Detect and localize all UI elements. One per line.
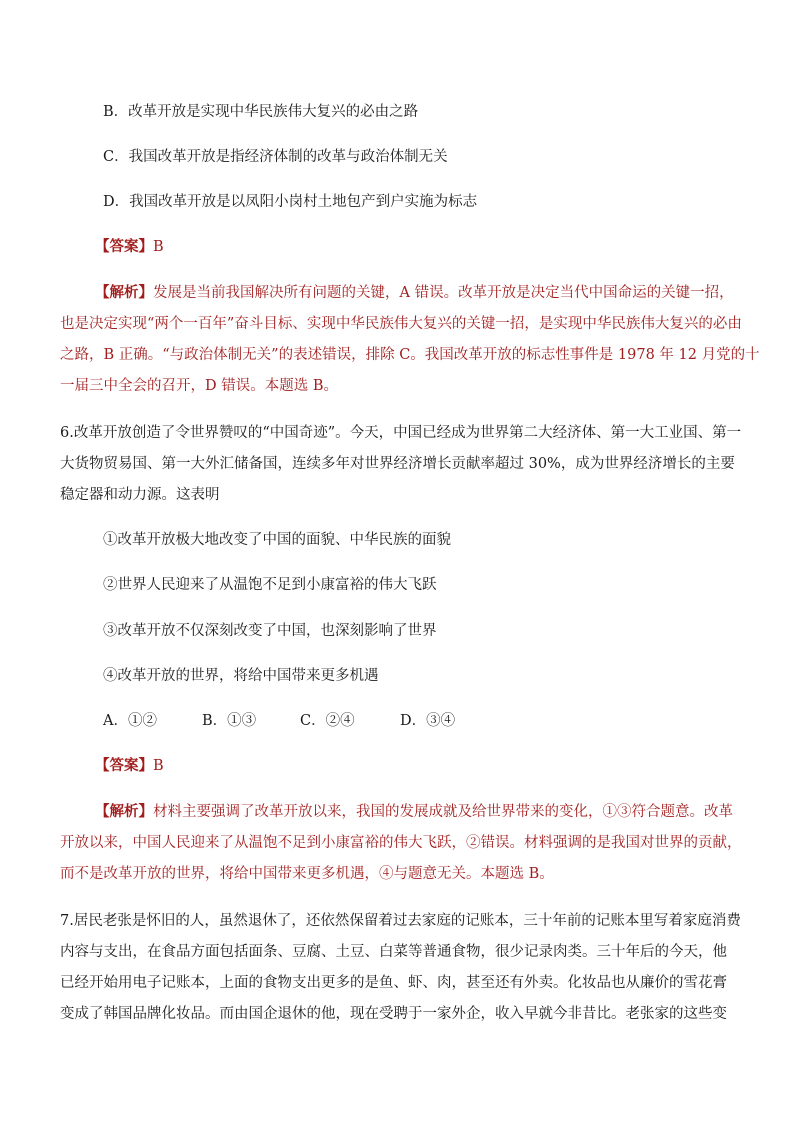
q5-option-c: C．我国改革开放是指经济体制的改革与政治体制无关 (103, 149, 448, 165)
q5-analysis-line-4: 一届三中全会的召开，D 错误。本题选 B。 (60, 378, 338, 394)
q6-choice-a: A．①② (103, 713, 157, 729)
q6-analysis-line-1: 【解析】材料主要强调了改革开放以来，我国的发展成就及给世界带来的变化，①③符合题意。改革 (95, 803, 733, 820)
q6-analysis-line-3: 而不是改革开放的世界，将给中国带来更多机遇，④与题意无关。本题选 B。 (60, 866, 554, 882)
q6-statement-4: ④改革开放的世界，将给中国带来更多机遇 (103, 668, 379, 684)
q6-answer (95, 756, 164, 776)
answer-value: B (153, 239, 164, 255)
q6-statement-3: ③改革开放不仅深刻改变了中国，也深刻影响了世界 (103, 623, 437, 639)
q6-analysis-line-2: 开放以来，中国人民迎来了从温饱不足到小康富裕的伟大飞跃，②错误。材料强调的是我国对世界的贡献， (60, 835, 742, 851)
q6-stem-line-3: 稳定器和动力源。这表明 (60, 487, 220, 503)
q5-analysis-line-3: 之路，B 正确。“与政治体制无关”的表述错误，排除 C。我国改革开放的标志性事件是 1978 年 12 月党的十 (60, 347, 760, 363)
q6-stem-line-1: 6.改革开放创造了令世界赞叹的“中国奇迹”。今天，中国已经成为世界第二大经济体、第一大工业国、第一 (60, 425, 742, 441)
q6-stem-line-2: 大货物贸易国、第一大外汇储备国，连续多年对世界经济增长贡献率超过 30%，成为世界经济增长的主要 (60, 456, 735, 472)
q5-option-d: D．我国改革开放是以凤阳小岗村土地包产到户实施为标志 (103, 194, 478, 210)
q7-stem-line-4: 变成了韩国品牌化妆品。而由国企退休的他，现在受聘于一家外企，收入早就今非昔比。老张家的这些变 (60, 1006, 727, 1022)
q5-option-b: B．改革开放是实现中华民族伟大复兴的必由之路 (103, 104, 419, 120)
analysis-tag: 【解析】 (95, 803, 153, 820)
analysis-tag: 【解析】 (95, 284, 153, 301)
answer-tag: 【答案】 (95, 238, 153, 255)
q6-statement-2: ②世界人民迎来了从温饱不足到小康富裕的伟大飞跃 (103, 577, 437, 593)
q6-choice-d: D．③④ (400, 713, 456, 729)
q6-choice-c: C．②④ (300, 713, 355, 729)
q6-choice-b: B．①③ (202, 713, 257, 729)
q5-analysis-line-1: 【解析】发展是当前我国解决所有问题的关键，A 错误。改革开放是决定当代中国命运的关键一招， (95, 284, 734, 301)
q7-stem-line-3: 已经开始用电子记账本，上面的食物支出更多的是鱼、虾、肉，甚至还有外卖。化妆品也从廉价的雪花膏 (60, 975, 727, 991)
answer-value: B (153, 758, 164, 774)
q6-statement-1: ①改革开放极大地改变了中国的面貌、中华民族的面貌 (103, 532, 451, 548)
q7-stem-line-1: 7.居民老张是怀旧的人，虽然退休了，还依然保留着过去家庭的记账本，三十年前的记账本里写着家庭消费 (60, 913, 741, 929)
answer-tag: 【答案】 (95, 757, 153, 774)
q5-answer (95, 237, 164, 257)
q5-analysis-line-2: 也是决定实现“两个一百年”奋斗目标、实现中华民族伟大复兴的关键一招，是实现中华民族伟大复兴的必由 (60, 316, 742, 332)
q7-stem-line-2: 内容与支出，在食品方面包括面条、豆腐、土豆、白菜等普通食物，很少记录肉类。三十年后的今天，他 (60, 944, 727, 960)
